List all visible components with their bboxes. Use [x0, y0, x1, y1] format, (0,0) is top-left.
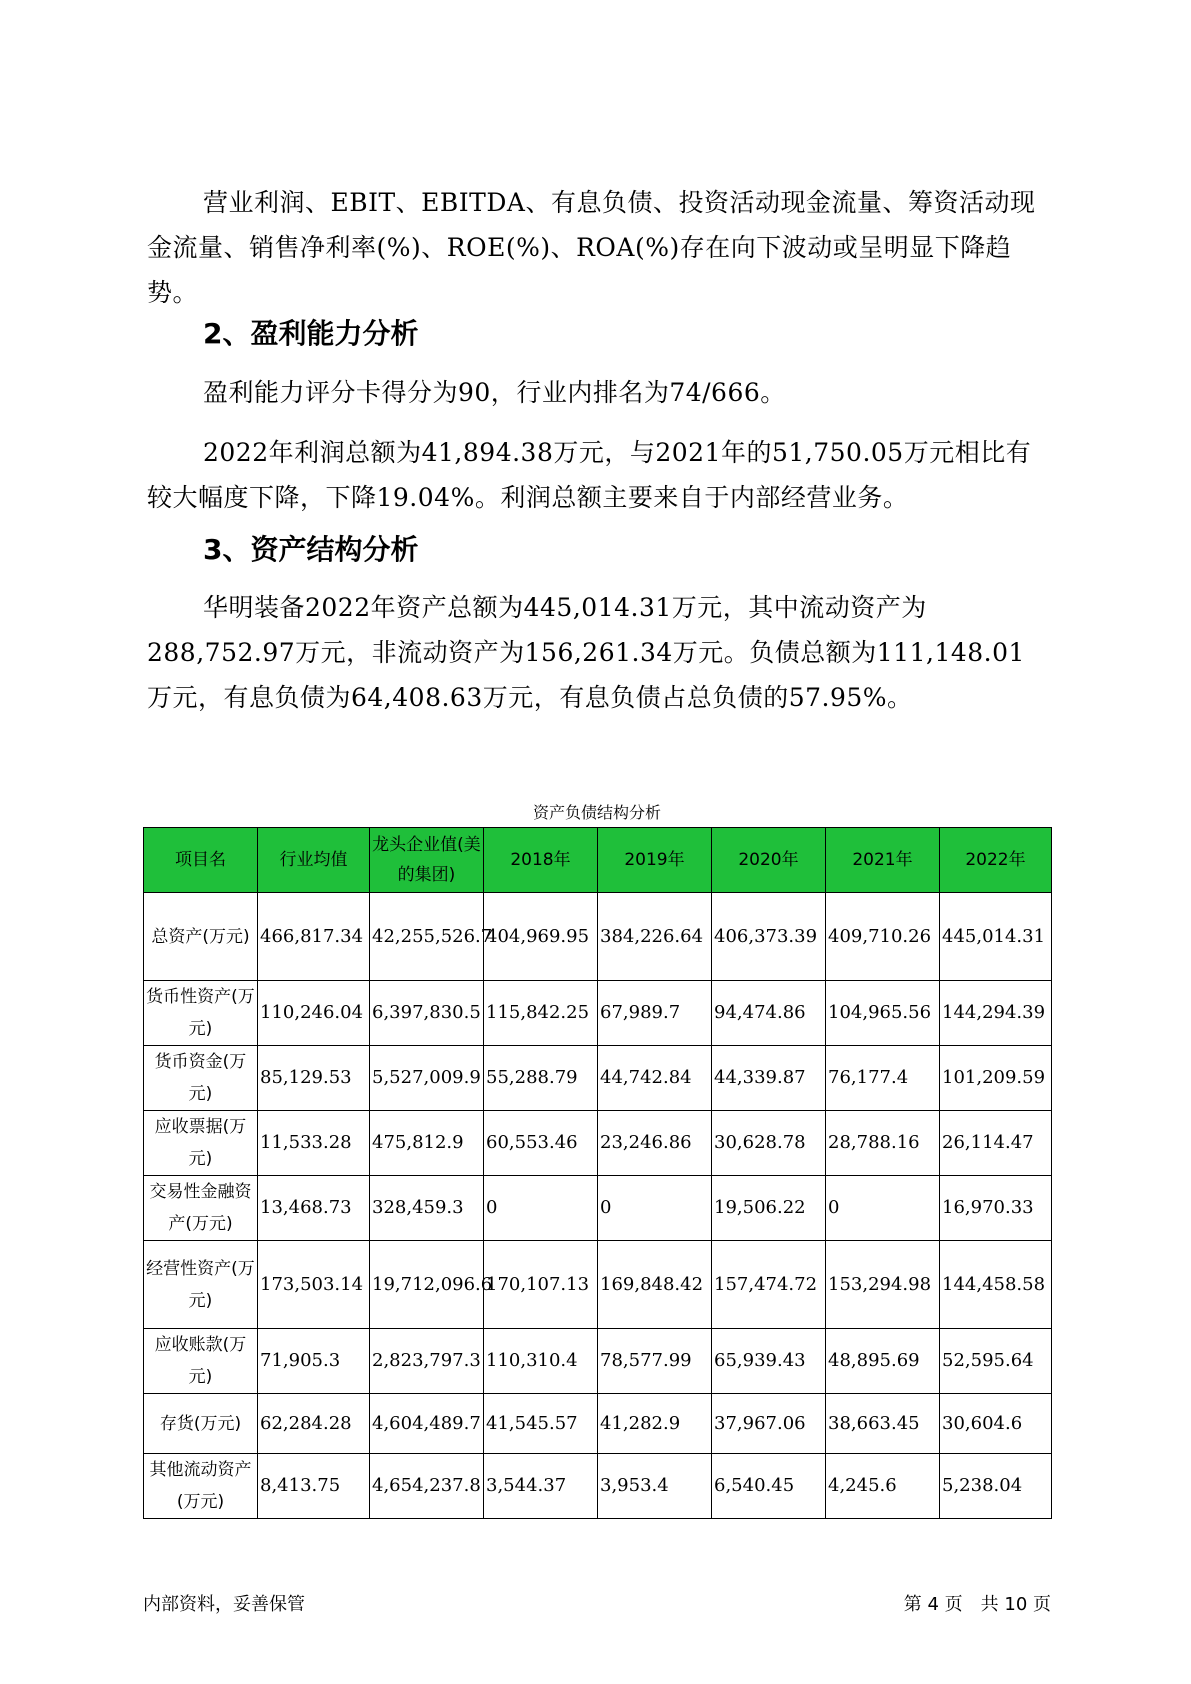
- value-cell: 153,294.98: [826, 1241, 940, 1329]
- table-row: [144, 1046, 1052, 1111]
- row-label-cell: 应收票据(万元): [144, 1111, 258, 1176]
- value-cell: 157,474.72: [712, 1241, 826, 1329]
- row-label-cell: 其他流动资产(万元): [144, 1454, 258, 1519]
- row-label-cell: 货币资金(万元): [144, 1046, 258, 1111]
- value-cell: 5,238.04: [940, 1454, 1052, 1519]
- value-cell: 65,939.43: [712, 1329, 826, 1394]
- footer-confidential: 内部资料，妥善保管: [143, 1594, 305, 1615]
- table-header-cell: 2021年: [826, 828, 940, 893]
- value-cell: 37,967.06: [712, 1394, 826, 1454]
- value-cell: 5,527,009.9: [370, 1046, 484, 1111]
- table-caption: 资产负债结构分析: [532, 803, 661, 822]
- row-label-cell: 交易性金融资产(万元): [144, 1176, 258, 1241]
- heading-asset-structure: 3、资产结构分析: [203, 533, 419, 566]
- value-cell: 2,823,797.3: [370, 1329, 484, 1394]
- table-row: [144, 893, 1052, 981]
- value-cell: 384,226.64: [598, 893, 712, 981]
- table-row: [144, 1111, 1052, 1176]
- value-cell: 169,848.42: [598, 1241, 712, 1329]
- table-header-cell: 行业均值: [258, 828, 370, 893]
- balance-structure-table: [143, 827, 1052, 1519]
- value-cell: 170,107.13: [484, 1241, 598, 1329]
- table-header-cell: 2020年: [712, 828, 826, 893]
- table-row: [144, 1454, 1052, 1519]
- value-cell: 101,209.59: [940, 1046, 1052, 1111]
- value-cell: 52,595.64: [940, 1329, 1052, 1394]
- value-cell: 4,245.6: [826, 1454, 940, 1519]
- value-cell: 94,474.86: [712, 981, 826, 1046]
- value-cell: 4,604,489.7: [370, 1394, 484, 1454]
- value-cell: 0: [484, 1176, 598, 1241]
- value-cell: 78,577.99: [598, 1329, 712, 1394]
- value-cell: 3,544.37: [484, 1454, 598, 1519]
- value-cell: 41,545.57: [484, 1394, 598, 1454]
- heading-profitability: 2、盈利能力分析: [203, 317, 419, 350]
- value-cell: 19,506.22: [712, 1176, 826, 1241]
- value-cell: 38,663.45: [826, 1394, 940, 1454]
- table-row: [144, 981, 1052, 1046]
- value-cell: 30,628.78: [712, 1111, 826, 1176]
- table-row: [144, 1241, 1052, 1329]
- value-cell: 3,953.4: [598, 1454, 712, 1519]
- value-cell: 4,654,237.8: [370, 1454, 484, 1519]
- value-cell: 0: [598, 1176, 712, 1241]
- paragraph-score: 盈利能力评分卡得分为90，行业内排名为74/666。: [203, 378, 786, 407]
- value-cell: 110,246.04: [258, 981, 370, 1046]
- value-cell: 85,129.53: [258, 1046, 370, 1111]
- value-cell: 144,458.58: [940, 1241, 1052, 1329]
- value-cell: 60,553.46: [484, 1111, 598, 1176]
- value-cell: 42,255,526.7: [370, 893, 484, 981]
- value-cell: 115,842.25: [484, 981, 598, 1046]
- table-header-cell: 2019年: [598, 828, 712, 893]
- row-label-cell: 货币性资产(万元): [144, 981, 258, 1046]
- table-header-cell: 2022年: [940, 828, 1052, 893]
- value-cell: 406,373.39: [712, 893, 826, 981]
- value-cell: 11,533.28: [258, 1111, 370, 1176]
- paragraph-trend: 营业利润、EBIT、EBITDA、有息负债、投资活动现金流量、筹资活动现金流量、销售净利率(%)、ROE(%)、ROA(%)存在向下波动或呈明显下降趋势。: [147, 188, 1036, 307]
- value-cell: 67,989.7: [598, 981, 712, 1046]
- value-cell: 6,540.45: [712, 1454, 826, 1519]
- row-label-cell: 总资产(万元): [144, 893, 258, 981]
- value-cell: 41,282.9: [598, 1394, 712, 1454]
- value-cell: 26,114.47: [940, 1111, 1052, 1176]
- value-cell: 8,413.75: [258, 1454, 370, 1519]
- value-cell: 110,310.4: [484, 1329, 598, 1394]
- row-label-cell: 应收账款(万元): [144, 1329, 258, 1394]
- value-cell: 6,397,830.5: [370, 981, 484, 1046]
- table-header-row: [144, 828, 1052, 893]
- value-cell: 44,742.84: [598, 1046, 712, 1111]
- row-label-cell: 经营性资产(万元): [144, 1241, 258, 1329]
- value-cell: 0: [826, 1176, 940, 1241]
- paragraph-profit: 2022年利润总额为41,894.38万元，与2021年的51,750.05万元相比有较大幅度下降，下降19.04%。利润总额主要来自于内部经营业务。: [147, 438, 1032, 512]
- value-cell: 104,965.56: [826, 981, 940, 1046]
- footer-page-number: 第 4 页 共 10 页: [903, 1594, 1051, 1615]
- value-cell: 48,895.69: [826, 1329, 940, 1394]
- table-row: [144, 1176, 1052, 1241]
- paragraph-assets: 华明装备2022年资产总额为445,014.31万元，其中流动资产为288,752.97万元，非流动资产为156,261.34万元。负债总额为111,148.01万元，有息负债为64,408.63万元，有息负债占总负债的57.95%。: [147, 593, 1025, 712]
- value-cell: 445,014.31: [940, 893, 1052, 981]
- table-row: [144, 1394, 1052, 1454]
- table-header-cell: 项目名: [144, 828, 258, 893]
- value-cell: 404,969.95: [484, 893, 598, 981]
- value-cell: 55,288.79: [484, 1046, 598, 1111]
- value-cell: 19,712,096.6: [370, 1241, 484, 1329]
- value-cell: 144,294.39: [940, 981, 1052, 1046]
- value-cell: 28,788.16: [826, 1111, 940, 1176]
- value-cell: 76,177.4: [826, 1046, 940, 1111]
- value-cell: 16,970.33: [940, 1176, 1052, 1241]
- value-cell: 30,604.6: [940, 1394, 1052, 1454]
- value-cell: 466,817.34: [258, 893, 370, 981]
- table-header-cell: 龙头企业值(美的集团): [370, 828, 484, 893]
- value-cell: 44,339.87: [712, 1046, 826, 1111]
- value-cell: 328,459.3: [370, 1176, 484, 1241]
- row-label-cell: 存货(万元): [144, 1394, 258, 1454]
- value-cell: 23,246.86: [598, 1111, 712, 1176]
- value-cell: 71,905.3: [258, 1329, 370, 1394]
- value-cell: 409,710.26: [826, 893, 940, 981]
- table-row: [144, 1329, 1052, 1394]
- value-cell: 62,284.28: [258, 1394, 370, 1454]
- table-header-cell: 2018年: [484, 828, 598, 893]
- value-cell: 13,468.73: [258, 1176, 370, 1241]
- value-cell: 173,503.14: [258, 1241, 370, 1329]
- value-cell: 475,812.9: [370, 1111, 484, 1176]
